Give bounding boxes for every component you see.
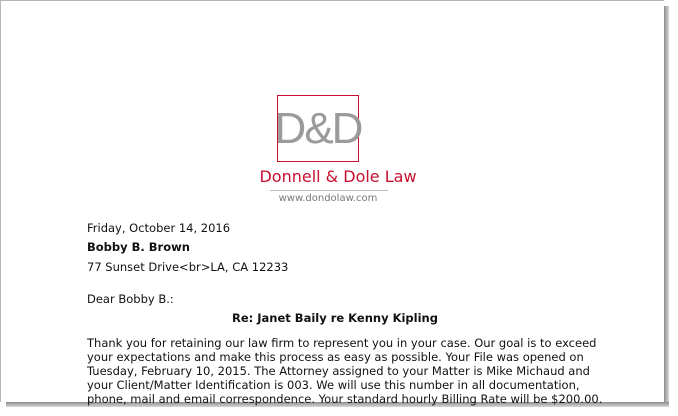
body-line: Thank you for retaining our law firm to represent you in your case. Our goal is to exceed [87, 336, 597, 350]
salutation: Dear Bobby B.: [87, 292, 174, 306]
body-line: phone, mail and email correspondence. Your standard hourly Billing Rate will be $200.00. [87, 392, 603, 406]
letter-body [87, 336, 603, 406]
recipient-name: Bobby B. Brown [87, 240, 190, 254]
firm-logo [274, 95, 362, 162]
firm-name: Donnell & Dole Law [259, 167, 417, 186]
body-line: your Client/Matter Identification is 003. We will use this number in all documentation, [87, 378, 580, 392]
subject-line: Re: Janet Baily re Kenny Kipling [232, 311, 438, 325]
firm-website: www.dondolaw.com [278, 193, 378, 204]
body-line: your expectations and make this process as easy as possible. Your File was opened on [87, 350, 584, 364]
letter-date: Friday, October 14, 2016 [87, 221, 231, 235]
body-line: Tuesday, February 10, 2015. The Attorney assigned to your Matter is Mike Michaud and [87, 364, 590, 378]
page-shadow-right [664, 6, 669, 407]
recipient-address: 77 Sunset Drive<br>LA, CA 12233 [87, 260, 289, 274]
logo-divider [270, 190, 388, 191]
logo-mark: D&D [274, 103, 362, 153]
